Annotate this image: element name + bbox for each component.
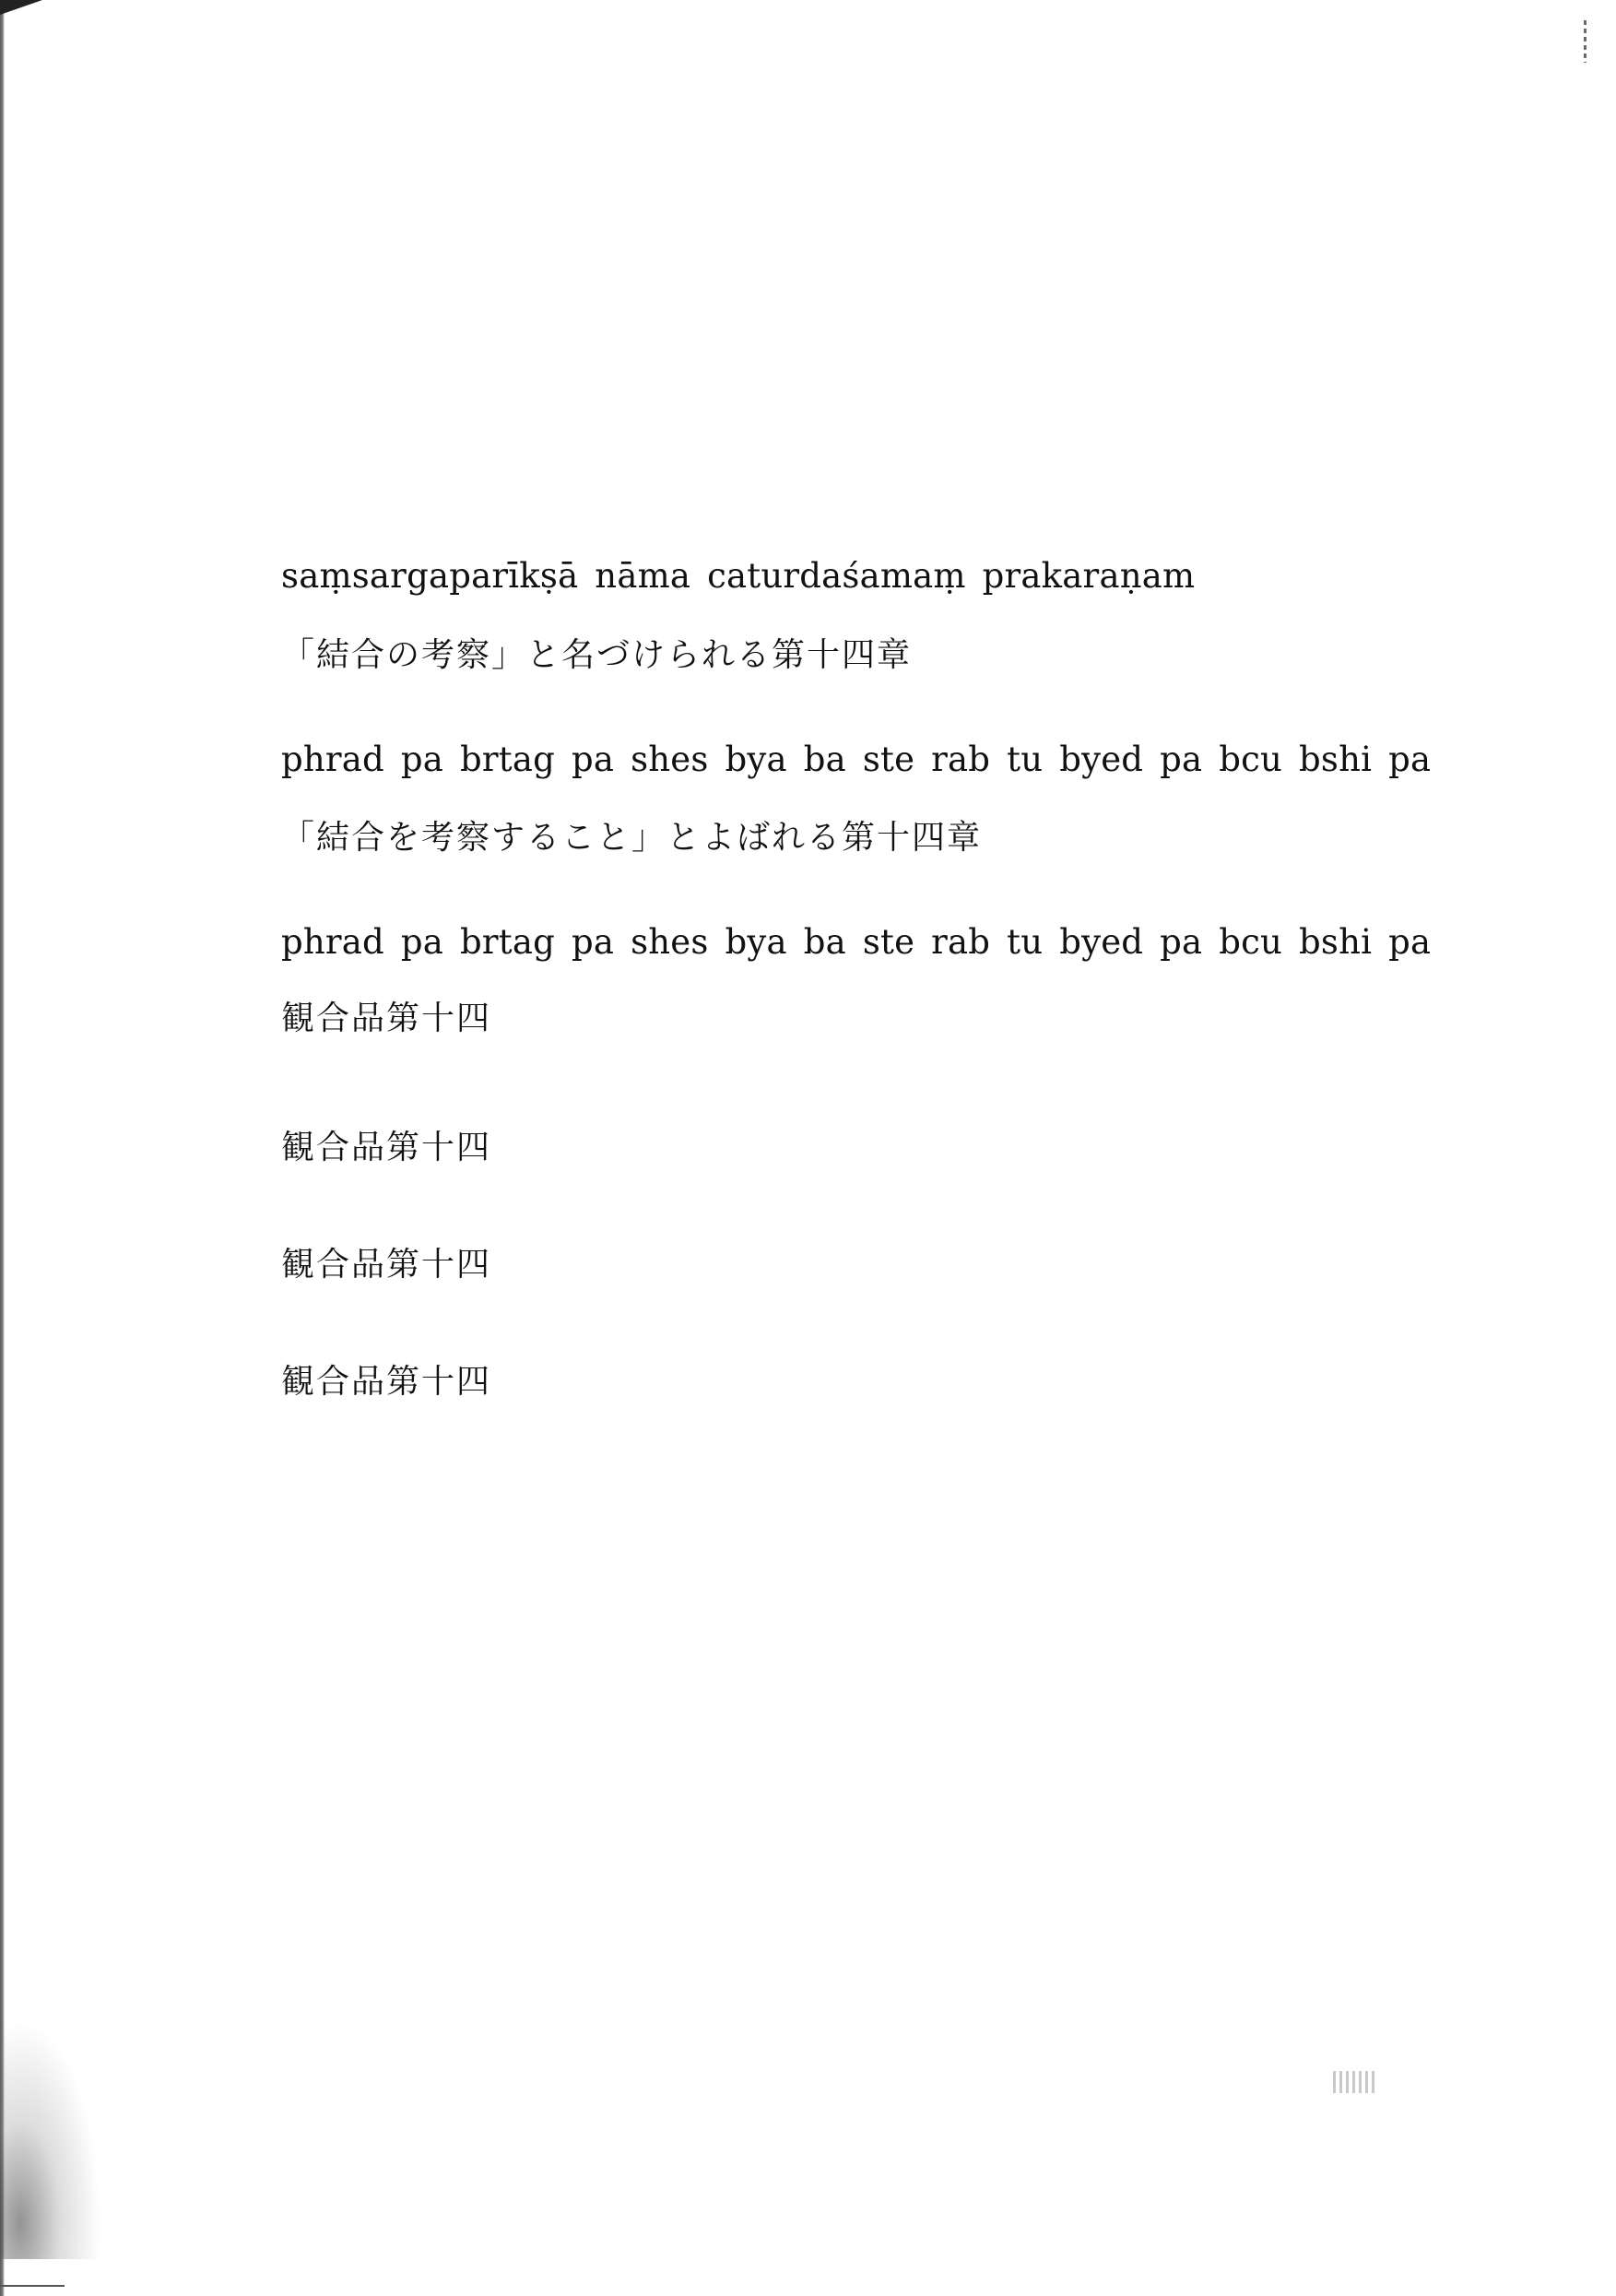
scan-corner-mark: [0, 0, 42, 15]
scan-edge-mark: [1584, 20, 1587, 63]
faded-page-number: [1333, 2071, 1377, 2093]
sanskrit-chapter-title: saṃsargaparīkṣā nāma caturdaśamaṃ prakaraṇam: [281, 556, 1196, 596]
scan-smudge: [0, 2019, 101, 2259]
japanese-chapter-title-2: 「結合を考察すること」とよばれる第十四章: [281, 819, 983, 857]
chinese-chapter-title-3: 観合品第十四: [281, 1246, 492, 1284]
japanese-chapter-title-1: 「結合の考察」と名づけられる第十四章: [281, 636, 913, 674]
chinese-chapter-title-4: 観合品第十四: [281, 1363, 492, 1401]
chinese-chapter-title-1: 観合品第十四: [281, 1000, 492, 1037]
scan-edge-shadow: [0, 0, 5, 2296]
scan-bottom-rule: [0, 2285, 65, 2287]
tibetan-chapter-title-1: phrad pa brtag pa shes bya ba ste rab tu byed pa bcu bshi pa: [281, 740, 1432, 779]
chinese-chapter-title-2: 観合品第十四: [281, 1129, 492, 1166]
tibetan-chapter-title-2: phrad pa brtag pa shes bya ba ste rab tu byed pa bcu bshi pa: [281, 922, 1432, 962]
